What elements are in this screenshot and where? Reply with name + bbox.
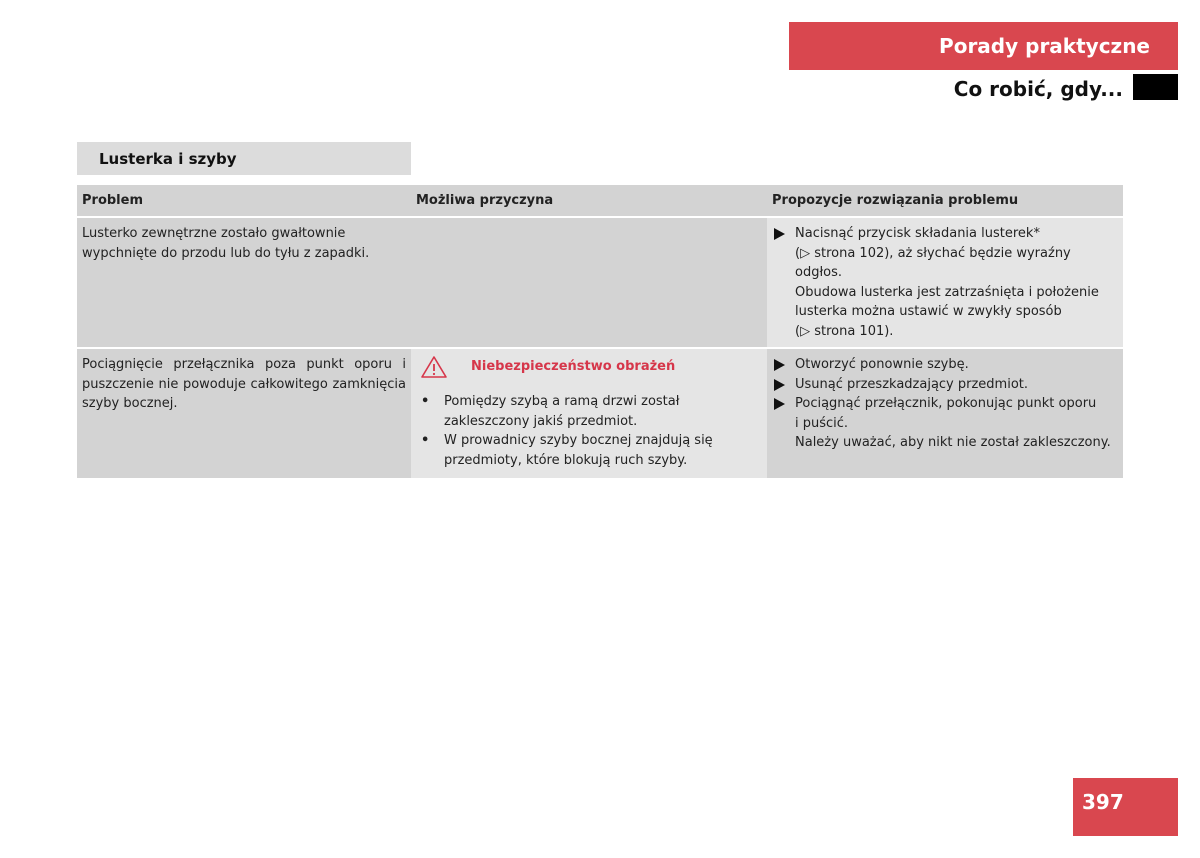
page-number (1073, 778, 1178, 836)
solution-step (772, 394, 1118, 453)
solution-steps (772, 355, 1118, 453)
step-line: Otworzyć ponownie szybę. (795, 357, 969, 372)
table-row (77, 349, 1123, 480)
cause-cell (411, 218, 767, 349)
warning-triangle-icon (420, 355, 448, 379)
subsection-title: Co robić, gdy... (953, 77, 1123, 101)
cause-item (416, 392, 762, 431)
block-title (77, 142, 411, 175)
solution-steps (772, 224, 1118, 341)
solution-step (772, 375, 1118, 395)
cause-text: Pomiędzy szybą a ramą drzwi został zakleszczony jakiś przedmiot. (444, 394, 680, 429)
column-header-cause: Możliwa przyczyna (411, 185, 767, 218)
arrow-right-icon (774, 398, 785, 410)
cause-cell (411, 349, 767, 480)
table-header-row (77, 185, 1123, 218)
warning-label: Niebezpieczeństwo obrażeń (471, 359, 676, 375)
cause-list (416, 392, 762, 470)
solution-cell (767, 349, 1123, 480)
page-number-text: 397 (1082, 790, 1124, 814)
solution-cell (767, 218, 1123, 349)
subsection-header (789, 72, 1123, 106)
section-header (789, 22, 1178, 70)
chapter-tab-marker (1133, 74, 1178, 100)
step-line: (▷ strona 101). (795, 323, 894, 339)
solution-step (772, 355, 1118, 375)
column-header-problem: Problem (77, 185, 411, 218)
problem-cell: Pociągnięcie przełącznika poza punkt oporu i puszczenie nie powoduje całkowitego zamknięcia szyby bocznej. (77, 349, 411, 480)
bullet-icon: • (421, 394, 430, 409)
arrow-right-icon (774, 228, 785, 240)
block-title-text: Lusterka i szyby (99, 149, 237, 168)
step-line: (▷ strona 102), aż słychać będzie wyraźny odgłos. (795, 245, 1071, 280)
step-line: Nacisnąć przycisk składania lusterek* (795, 226, 1040, 241)
step-line: i puścić. (795, 415, 849, 431)
column-header-solution: Propozycje rozwiązania problemu (767, 185, 1123, 218)
troubleshooting-table (77, 185, 1123, 480)
step-line: Należy uważać, aby nikt nie został zakleszczony. (795, 435, 1111, 450)
solution-step (772, 224, 1118, 341)
step-line: Usunąć przeszkadzający przedmiot. (795, 376, 1029, 392)
warning-header (416, 352, 762, 382)
cause-item (416, 431, 762, 470)
bullet-icon: • (421, 433, 430, 448)
arrow-right-icon (774, 379, 785, 391)
arrow-right-icon (774, 359, 785, 371)
section-title: Porady praktyczne (939, 34, 1150, 58)
step-line: lusterka można ustawić w zwykły sposób (795, 304, 1062, 319)
step-line: Obudowa lusterka jest zatrzaśnięta i położenie (795, 284, 1099, 300)
table-row (77, 218, 1123, 349)
step-line: Pociągnąć przełącznik, pokonując punkt oporu (795, 396, 1097, 411)
cause-text: W prowadnicy szyby bocznej znajdują się przedmioty, które blokują ruch szyby. (444, 433, 713, 468)
problem-cell: Lusterko zewnętrzne zostało gwałtownie wypchnięte do przodu lub do tyłu z zapadki. (77, 218, 411, 349)
